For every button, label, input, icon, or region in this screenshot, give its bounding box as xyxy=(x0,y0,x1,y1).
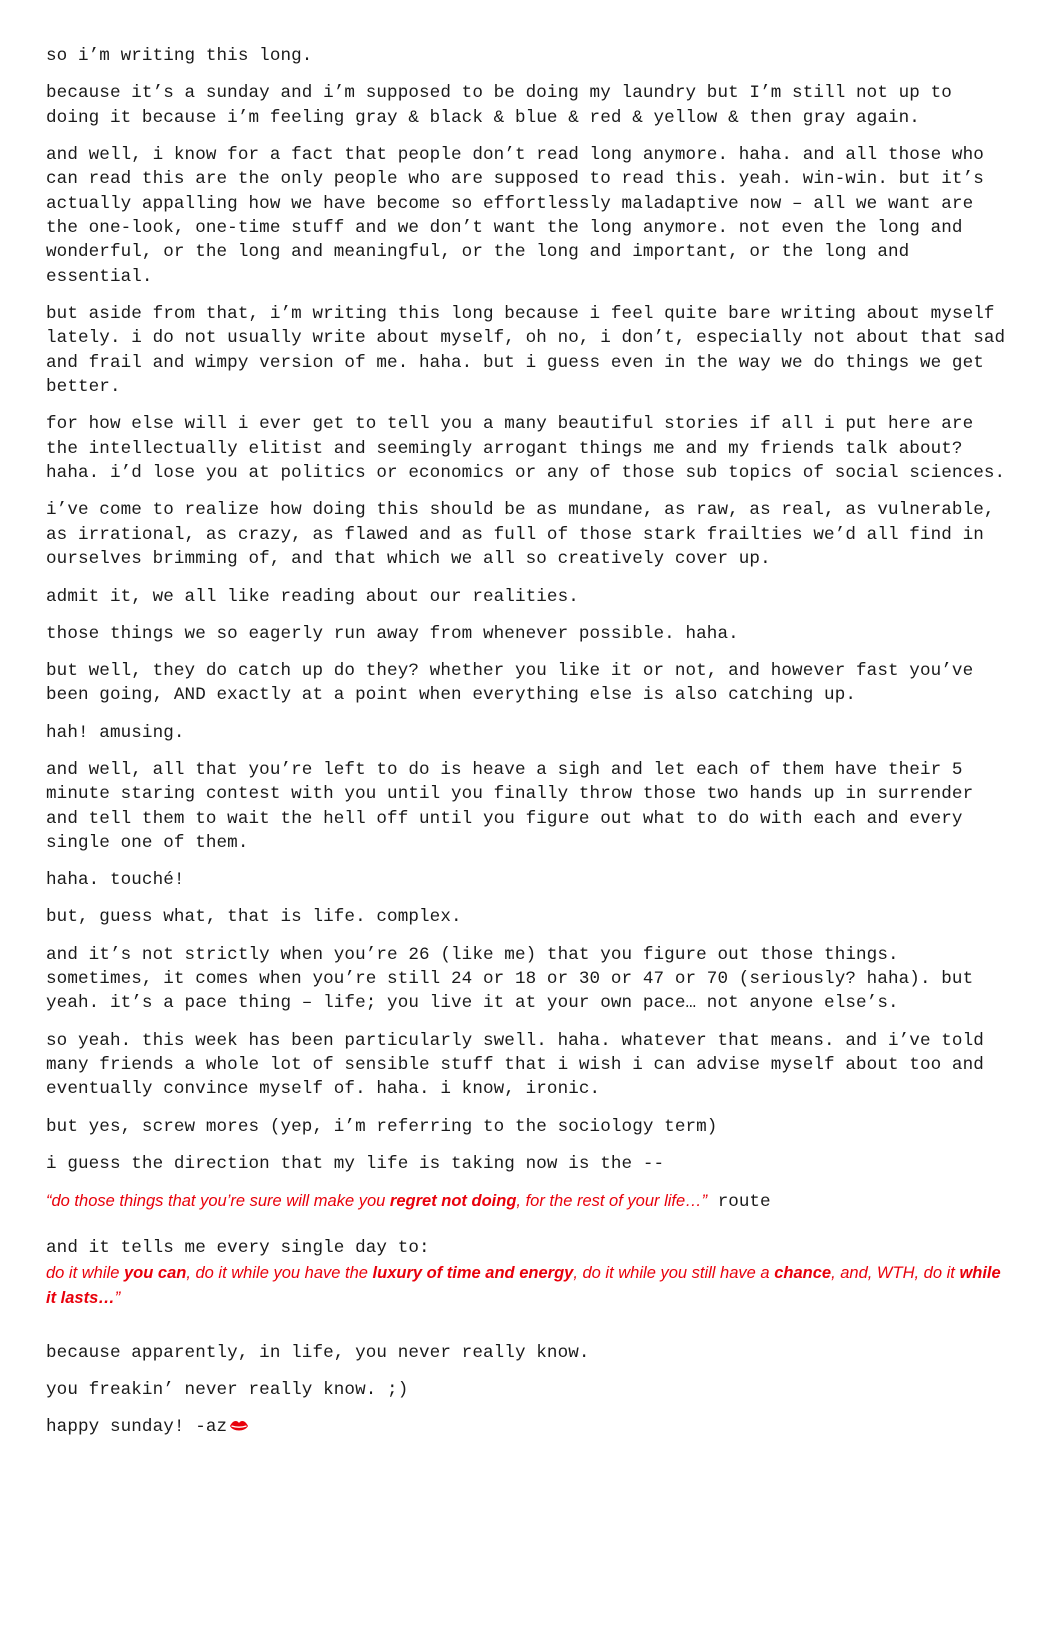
paragraph: hah! amusing. xyxy=(46,722,185,743)
while-quote xyxy=(46,1261,1006,1311)
paragraph: but aside from that, i’m writing this long because i feel quite bare writing about myself lately. i do not usually write about myself, oh no, i don’t, especially not about that sad and frail and wimpy version of me. haha. but i guess even in the way we do things we get better. xyxy=(46,304,1016,398)
paragraph: i guess the direction that my life is taking now is the -- xyxy=(46,1153,665,1174)
paragraph: i’ve come to realize how doing this should be as mundane, as raw, as real, as vulnerable, as irrational, as crazy, as flawed and as full of those stark frailties we’d all find in ourselves brimming of, and that which we all so creatively cover up. xyxy=(46,500,1006,570)
paragraph: those things we so eagerly run away from whenever possible. haha. xyxy=(46,623,739,644)
paragraph: for how else will i ever get to tell you a many beautiful stories if all i put here are the intellectually elitist and seemingly arrogant things me and my friends talk about? haha. i’d lose you at politics or economics or any of those sub topics of social sciences. xyxy=(46,414,1006,484)
paragraph: but, guess what, that is life. complex. xyxy=(46,907,462,928)
quote-text: do it while xyxy=(46,1263,124,1282)
paragraph: but well, they do catch up do they? whether you like it or not, and however fast you’ve been going, AND exactly at a point when everything else is also catching up. xyxy=(46,660,984,706)
paragraph: you freakin’ never really know. ;) xyxy=(46,1380,409,1400)
quote-emphasis: chance xyxy=(774,1263,832,1282)
route-quote xyxy=(46,1189,1006,1214)
quote-text: , for the rest of your life…” xyxy=(516,1191,708,1210)
quote-text: “do those things that you’re sure will make you xyxy=(46,1191,390,1210)
quote-text: ” xyxy=(114,1288,121,1307)
quote-text: , do it while you still have a xyxy=(573,1263,775,1282)
paragraph: admit it, we all like reading about our realities. xyxy=(46,586,579,607)
quote-emphasis: while it lasts… xyxy=(46,1263,1001,1307)
paragraph: but yes, screw mores (yep, i’m referring to the sociology term) xyxy=(46,1116,718,1137)
kiss-lips-icon xyxy=(229,1418,249,1442)
paragraph: and it tells me every single day to: xyxy=(46,1238,430,1259)
paragraph: haha. touché! xyxy=(46,870,185,891)
paragraph: and well, i know for a fact that people don’t read long anymore. haha. and all those who can read this are the only people who are supposed to read this. yeah. win-win. but it’s actually appalling how we have become so effortlessly maladaptive now – all we want are the one-look, one-time stuff and we don’t want the long anymore. not even the long and wonderful, or the long and meaningful, or the long and important, or the long and essential. xyxy=(46,144,995,287)
paragraph: and well, all that you’re left to do is heave a sigh and let each of them have their 5 minute staring contest with you until you finally throw those two hands up in surrender and tell them to wait the hell off until you figure out what to do with each and every single one of them. xyxy=(46,759,984,853)
paragraph: because it’s a sunday and i’m supposed to be doing my laundry but I’m still not up to doing it because i’m feeling gray & black & blue & red & yellow & then gray again. xyxy=(46,83,963,128)
route-word: route xyxy=(707,1191,771,1212)
blog-post xyxy=(46,44,1016,1455)
signoff xyxy=(46,1415,1006,1442)
paragraph: and it’s not strictly when you’re 26 (like me) that you figure out those things. sometimes, it comes when you’re still 24 or 18 or 30 or 47 or 70 (seriously? haha). but yeah. it’s a pace thing – life; you live it at your own pace… not anyone else’s. xyxy=(46,944,984,1014)
paragraph: so i’m writing this long. xyxy=(46,46,313,66)
quote-text: , do it while you have the xyxy=(186,1263,373,1282)
paragraph: so yeah. this week has been particularly swell. haha. whatever that means. and i’ve told many friends a whole lot of sensible stuff that i wish i can advise myself about too and eventually convince myself of. haha. i know, ironic. xyxy=(46,1030,995,1100)
quote-emphasis: regret not doing xyxy=(389,1191,517,1210)
signoff-text: happy sunday! -az xyxy=(46,1417,228,1438)
quote-emphasis: luxury of time and energy xyxy=(372,1263,574,1282)
quote-emphasis: you can xyxy=(123,1263,187,1282)
quote-text: , and, WTH, do it xyxy=(831,1263,960,1282)
paragraph: because apparently, in life, you never really know. xyxy=(46,1342,590,1363)
